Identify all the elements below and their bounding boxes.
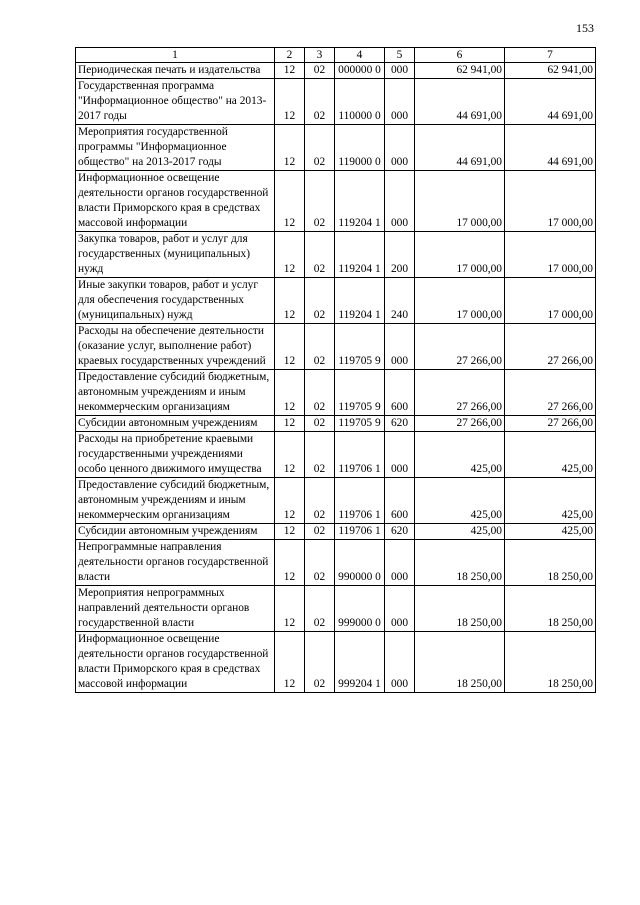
row-amount-1-cell: 17 000,00 xyxy=(415,232,505,278)
row-expense-type-cell: 240 xyxy=(385,278,415,324)
row-subsection-cell: 02 xyxy=(305,632,335,693)
row-target-code-cell: 000000 0 xyxy=(335,63,385,79)
row-target-code-cell: 119705 9 xyxy=(335,416,385,432)
row-amount-1-cell: 18 250,00 xyxy=(415,632,505,693)
row-subsection-cell: 02 xyxy=(305,540,335,586)
row-subsection-cell: 02 xyxy=(305,586,335,632)
row-name-cell: Расходы на приобретение краевыми государственными учреждениями особо ценного движимого имущества xyxy=(76,432,275,478)
row-name-cell: Непрограммные направления деятельности органов государственной власти xyxy=(76,540,275,586)
row-section-cell: 12 xyxy=(275,324,305,370)
table-row xyxy=(76,79,596,125)
row-amount-2-cell: 17 000,00 xyxy=(505,232,596,278)
row-section-cell: 12 xyxy=(275,232,305,278)
row-expense-type-cell: 600 xyxy=(385,478,415,524)
page-number: 153 xyxy=(576,21,594,35)
row-section-cell: 12 xyxy=(275,524,305,540)
row-amount-1-cell: 425,00 xyxy=(415,524,505,540)
row-subsection-cell: 02 xyxy=(305,478,335,524)
row-section-cell: 12 xyxy=(275,171,305,232)
row-section-cell: 12 xyxy=(275,370,305,416)
header-col-4: 4 xyxy=(335,48,385,63)
table-row xyxy=(76,278,596,324)
table-row xyxy=(76,324,596,370)
row-amount-2-cell: 44 691,00 xyxy=(505,79,596,125)
row-expense-type-cell: 000 xyxy=(385,586,415,632)
row-amount-1-cell: 18 250,00 xyxy=(415,540,505,586)
row-expense-type-cell: 000 xyxy=(385,125,415,171)
row-amount-2-cell: 17 000,00 xyxy=(505,171,596,232)
table-row xyxy=(76,232,596,278)
row-target-code-cell: 110000 0 xyxy=(335,79,385,125)
row-amount-2-cell: 62 941,00 xyxy=(505,63,596,79)
row-target-code-cell: 999000 0 xyxy=(335,586,385,632)
row-amount-2-cell: 27 266,00 xyxy=(505,370,596,416)
row-expense-type-cell: 000 xyxy=(385,540,415,586)
row-name-cell: Субсидии автономным учреждениям xyxy=(76,416,275,432)
table-row xyxy=(76,63,596,79)
row-amount-1-cell: 17 000,00 xyxy=(415,171,505,232)
row-name-cell: Предоставление субсидий бюджетным, автономным учреждениям и иным некоммерческим организациям xyxy=(76,478,275,524)
row-target-code-cell: 119000 0 xyxy=(335,125,385,171)
row-section-cell: 12 xyxy=(275,278,305,324)
row-subsection-cell: 02 xyxy=(305,370,335,416)
row-section-cell: 12 xyxy=(275,478,305,524)
row-subsection-cell: 02 xyxy=(305,232,335,278)
row-amount-2-cell: 27 266,00 xyxy=(505,416,596,432)
row-section-cell: 12 xyxy=(275,63,305,79)
row-section-cell: 12 xyxy=(275,432,305,478)
row-subsection-cell: 02 xyxy=(305,432,335,478)
row-name-cell: Информационное освещение деятельности органов государственной власти Приморского края в средствах массовой информации xyxy=(76,632,275,693)
row-target-code-cell: 119706 1 xyxy=(335,524,385,540)
row-subsection-cell: 02 xyxy=(305,63,335,79)
table-row xyxy=(76,586,596,632)
row-target-code-cell: 990000 0 xyxy=(335,540,385,586)
row-name-cell: Мероприятия государственной программы "Информационное общество" на 2013-2017 годы xyxy=(76,125,275,171)
row-amount-2-cell: 17 000,00 xyxy=(505,278,596,324)
row-amount-1-cell: 18 250,00 xyxy=(415,586,505,632)
header-col-1: 1 xyxy=(76,48,275,63)
row-subsection-cell: 02 xyxy=(305,524,335,540)
row-target-code-cell: 119204 1 xyxy=(335,171,385,232)
header-col-3: 3 xyxy=(305,48,335,63)
row-amount-1-cell: 17 000,00 xyxy=(415,278,505,324)
row-amount-2-cell: 44 691,00 xyxy=(505,125,596,171)
row-expense-type-cell: 600 xyxy=(385,370,415,416)
row-target-code-cell: 119204 1 xyxy=(335,232,385,278)
row-name-cell: Информационное освещение деятельности органов государственной власти Приморского края в средствах массовой информации xyxy=(76,171,275,232)
row-amount-1-cell: 44 691,00 xyxy=(415,125,505,171)
row-section-cell: 12 xyxy=(275,416,305,432)
table-body xyxy=(76,63,596,693)
row-name-cell: Иные закупки товаров, работ и услуг для обеспечения государственных (муниципальных) нужд xyxy=(76,278,275,324)
row-section-cell: 12 xyxy=(275,540,305,586)
table-row xyxy=(76,432,596,478)
row-expense-type-cell: 000 xyxy=(385,324,415,370)
row-target-code-cell: 999204 1 xyxy=(335,632,385,693)
header-col-5: 5 xyxy=(385,48,415,63)
row-expense-type-cell: 200 xyxy=(385,232,415,278)
row-name-cell: Закупка товаров, работ и услуг для государственных (муниципальных) нужд xyxy=(76,232,275,278)
row-subsection-cell: 02 xyxy=(305,125,335,171)
row-section-cell: 12 xyxy=(275,586,305,632)
table-row xyxy=(76,125,596,171)
row-amount-2-cell: 27 266,00 xyxy=(505,324,596,370)
header-col-7: 7 xyxy=(505,48,596,63)
row-name-cell: Субсидии автономным учреждениям xyxy=(76,524,275,540)
row-expense-type-cell: 000 xyxy=(385,63,415,79)
row-name-cell: Мероприятия непрограммных направлений деятельности органов государственной власти xyxy=(76,586,275,632)
row-name-cell: Расходы на обеспечение деятельности (оказание услуг, выполнение работ) краевых государственных учреждений xyxy=(76,324,275,370)
row-section-cell: 12 xyxy=(275,632,305,693)
row-expense-type-cell: 000 xyxy=(385,632,415,693)
row-subsection-cell: 02 xyxy=(305,416,335,432)
table-row xyxy=(76,524,596,540)
row-expense-type-cell: 000 xyxy=(385,171,415,232)
row-subsection-cell: 02 xyxy=(305,79,335,125)
budget-table xyxy=(75,47,596,693)
row-amount-2-cell: 425,00 xyxy=(505,478,596,524)
row-amount-2-cell: 18 250,00 xyxy=(505,540,596,586)
row-amount-2-cell: 425,00 xyxy=(505,432,596,478)
row-expense-type-cell: 000 xyxy=(385,432,415,478)
table-row xyxy=(76,540,596,586)
row-amount-1-cell: 27 266,00 xyxy=(415,324,505,370)
row-amount-1-cell: 27 266,00 xyxy=(415,370,505,416)
table-row xyxy=(76,478,596,524)
row-target-code-cell: 119706 1 xyxy=(335,478,385,524)
row-amount-1-cell: 425,00 xyxy=(415,432,505,478)
row-name-cell: Периодическая печать и издательства xyxy=(76,63,275,79)
row-target-code-cell: 119705 9 xyxy=(335,370,385,416)
row-amount-2-cell: 425,00 xyxy=(505,524,596,540)
table-row xyxy=(76,171,596,232)
row-amount-1-cell: 425,00 xyxy=(415,478,505,524)
header-col-6: 6 xyxy=(415,48,505,63)
row-amount-1-cell: 27 266,00 xyxy=(415,416,505,432)
row-amount-1-cell: 44 691,00 xyxy=(415,79,505,125)
row-expense-type-cell: 620 xyxy=(385,524,415,540)
header-col-2: 2 xyxy=(275,48,305,63)
row-name-cell: Государственная программа "Информационное общество" на 2013-2017 годы xyxy=(76,79,275,125)
header-row xyxy=(76,48,596,63)
row-subsection-cell: 02 xyxy=(305,171,335,232)
table-row xyxy=(76,632,596,693)
table-row xyxy=(76,370,596,416)
row-amount-2-cell: 18 250,00 xyxy=(505,586,596,632)
row-expense-type-cell: 000 xyxy=(385,79,415,125)
row-section-cell: 12 xyxy=(275,79,305,125)
row-amount-2-cell: 18 250,00 xyxy=(505,632,596,693)
row-target-code-cell: 119705 9 xyxy=(335,324,385,370)
row-name-cell: Предоставление субсидий бюджетным, автономным учреждениям и иным некоммерческим организациям xyxy=(76,370,275,416)
row-expense-type-cell: 620 xyxy=(385,416,415,432)
row-target-code-cell: 119706 1 xyxy=(335,432,385,478)
row-amount-1-cell: 62 941,00 xyxy=(415,63,505,79)
table-row xyxy=(76,416,596,432)
row-section-cell: 12 xyxy=(275,125,305,171)
row-target-code-cell: 119204 1 xyxy=(335,278,385,324)
row-subsection-cell: 02 xyxy=(305,324,335,370)
row-subsection-cell: 02 xyxy=(305,278,335,324)
